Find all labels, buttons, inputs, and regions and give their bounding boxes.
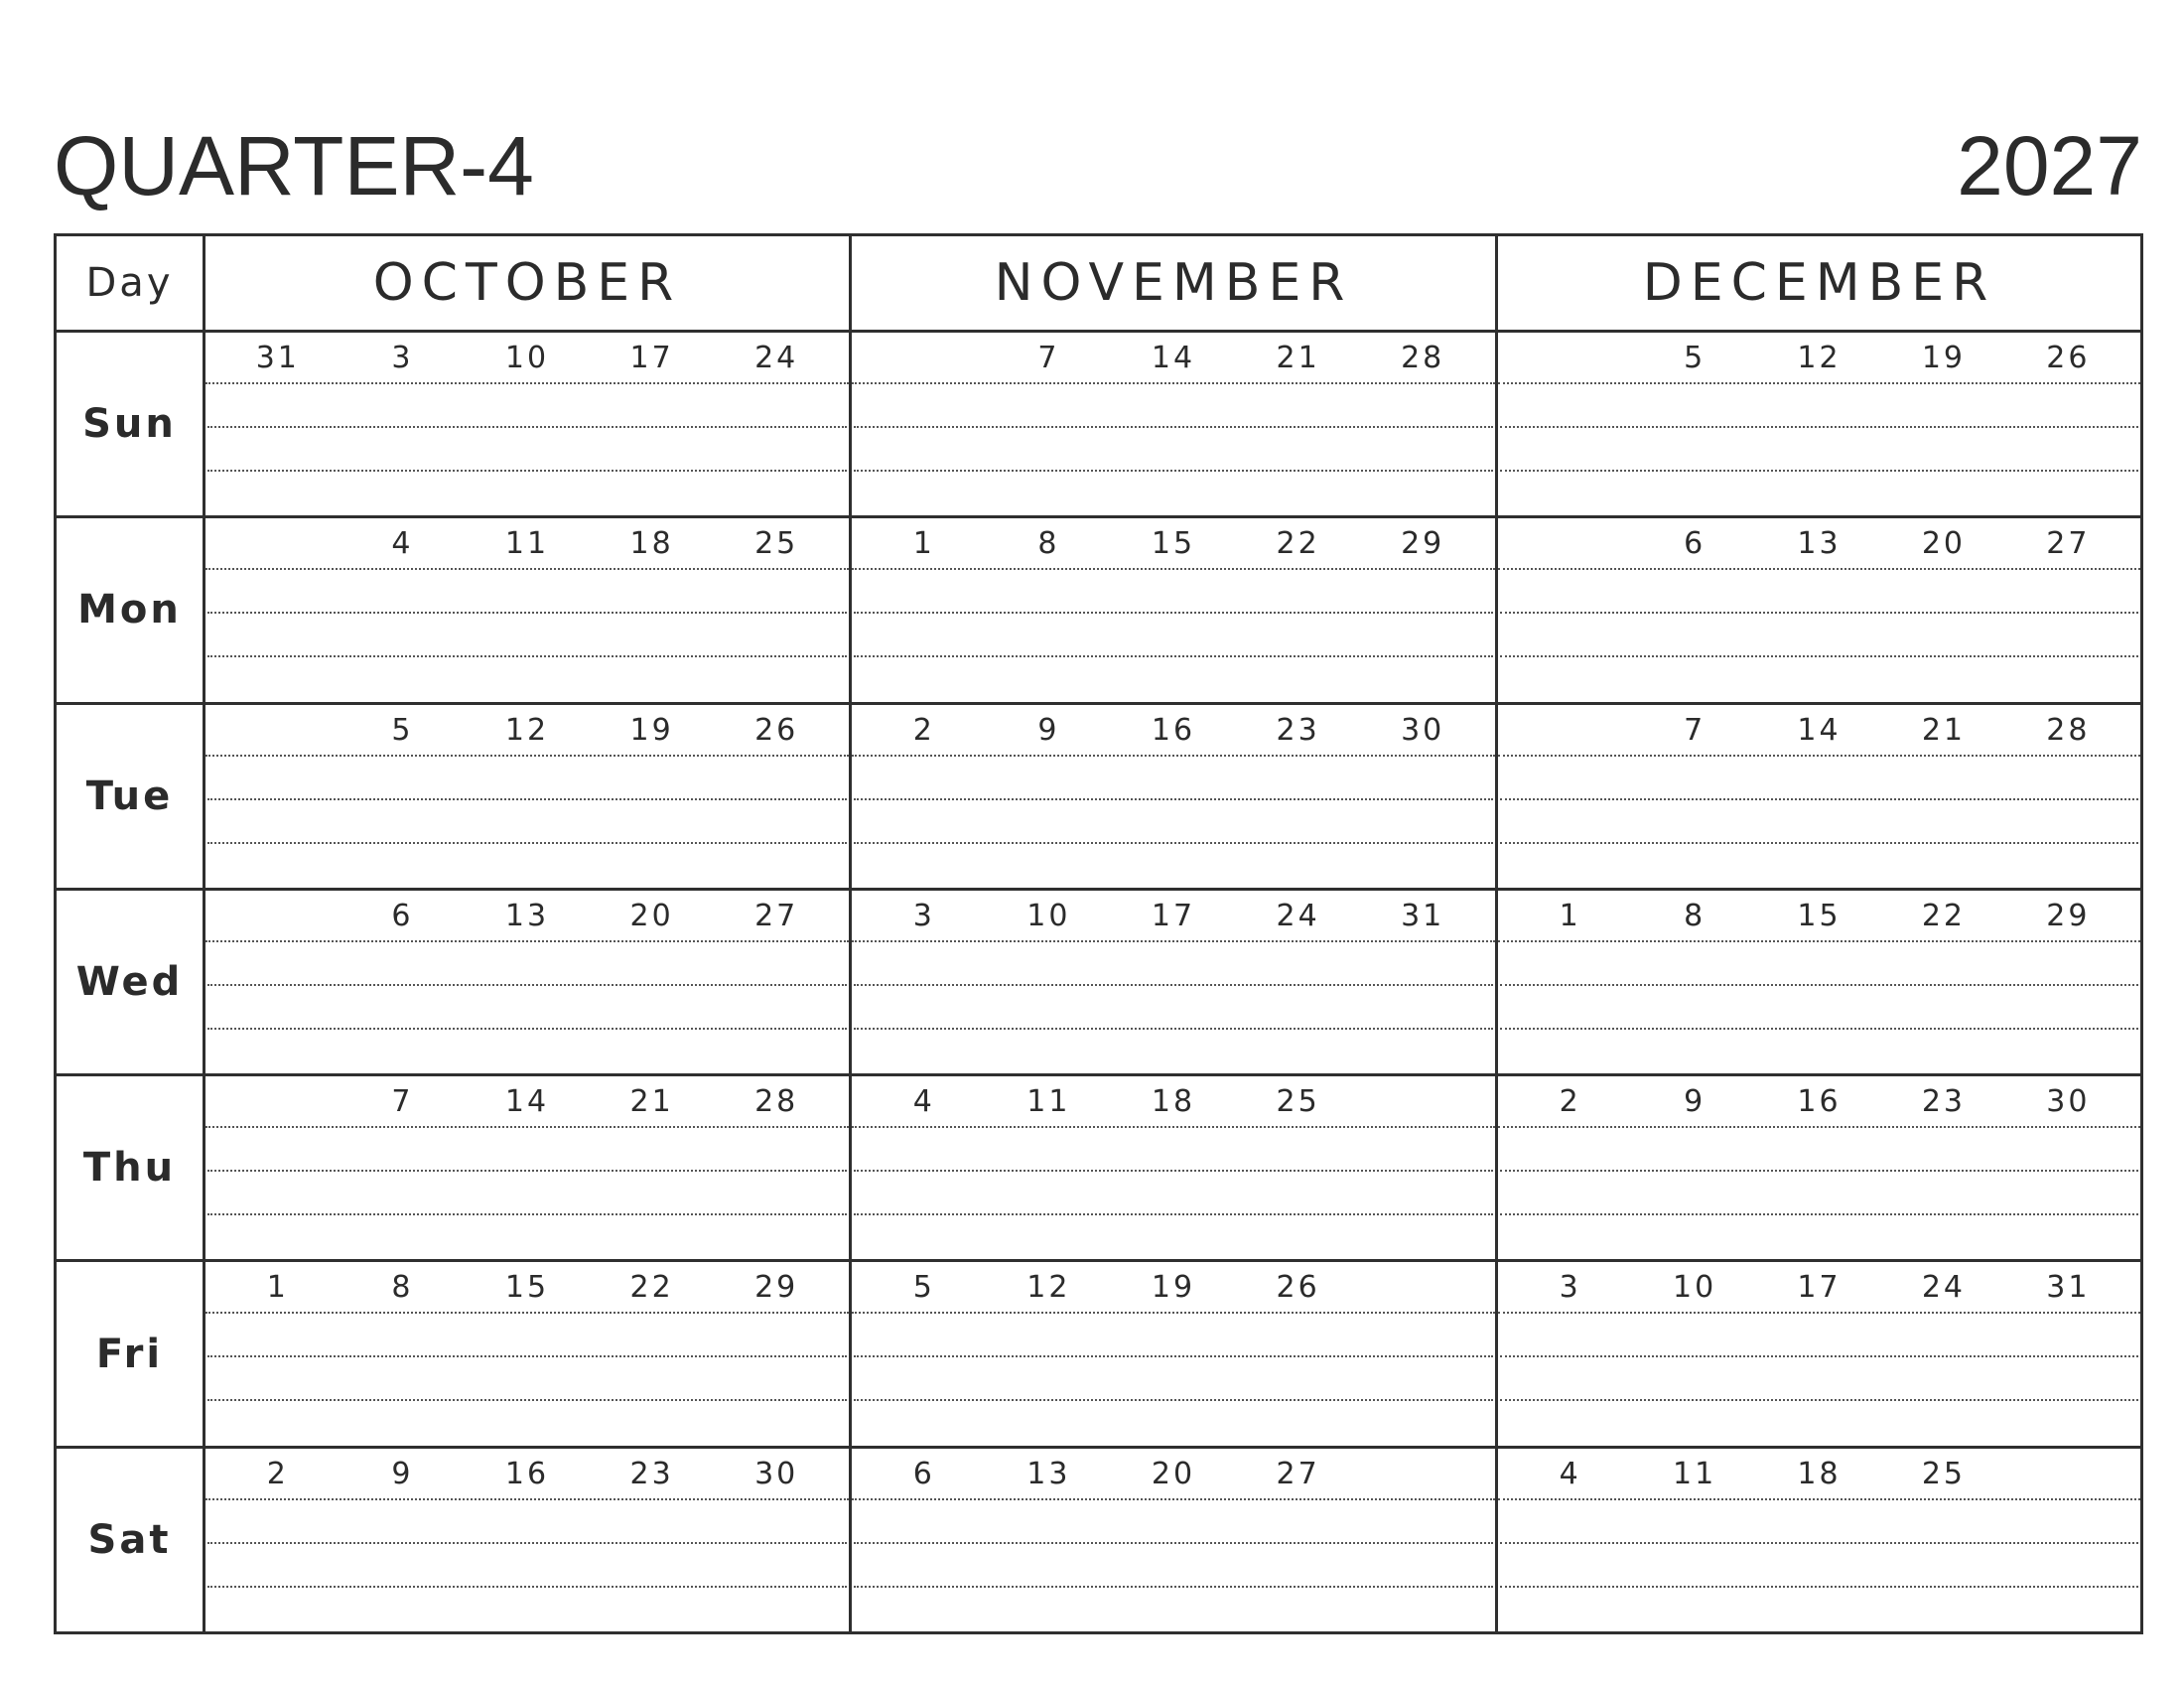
date-number: 14 — [504, 1084, 550, 1120]
weekday-row-thu — [56, 1075, 2142, 1261]
date-numbers — [852, 705, 1495, 757]
date-number: 9 — [391, 1456, 414, 1491]
writing-line — [1500, 800, 2138, 844]
date-number: 6 — [391, 898, 414, 933]
writing-line — [854, 614, 1493, 657]
date-number: 3 — [391, 341, 414, 375]
date-number: 2 — [912, 712, 935, 748]
date-numbers — [1498, 1449, 2140, 1500]
date-numbers — [1498, 1076, 2140, 1128]
cell-october-tue[interactable] — [205, 703, 851, 889]
date-number: 4 — [391, 526, 414, 562]
date-number: 19 — [1151, 1270, 1196, 1306]
writing-line — [207, 986, 847, 1030]
writing-line — [207, 1314, 847, 1357]
writing-line — [1500, 942, 2138, 986]
cell-december-wed[interactable] — [1497, 889, 2142, 1074]
date-number: 13 — [1026, 1456, 1071, 1491]
date-number: 13 — [504, 898, 550, 933]
date-number: 27 — [1276, 1456, 1320, 1491]
date-number: 22 — [629, 1270, 674, 1306]
date-number: 8 — [1037, 526, 1060, 562]
date-number: 27 — [754, 898, 799, 933]
date-number — [2006, 1455, 2130, 1498]
writing-line — [1500, 757, 2138, 800]
date-number: 10 — [1026, 898, 1071, 933]
date-number: 1 — [1559, 898, 1581, 933]
cell-october-fri[interactable] — [205, 1261, 851, 1447]
month-header-november: NOVEMBER — [851, 235, 1497, 332]
date-number — [215, 711, 341, 755]
date-number: 23 — [629, 1456, 674, 1491]
date-number: 22 — [1921, 898, 1967, 933]
date-number: 13 — [1797, 526, 1842, 562]
weekday-label: Wed — [56, 889, 205, 1074]
date-number — [215, 524, 341, 568]
date-numbers — [205, 1076, 849, 1128]
date-numbers — [852, 891, 1495, 942]
writing-line — [854, 757, 1493, 800]
day-column-header: Day — [56, 235, 205, 332]
date-number: 19 — [629, 712, 674, 748]
date-number — [1508, 711, 1632, 755]
writing-line — [854, 570, 1493, 614]
cell-november-fri[interactable] — [851, 1261, 1497, 1447]
date-number: 28 — [1401, 341, 1445, 375]
writing-line — [854, 1544, 1493, 1588]
month-header-december: DECEMBER — [1497, 235, 2142, 332]
date-number: 30 — [1401, 712, 1445, 748]
date-number: 24 — [1276, 898, 1320, 933]
date-number: 25 — [1276, 1084, 1320, 1120]
cell-november-mon[interactable] — [851, 517, 1497, 703]
date-number: 5 — [1684, 341, 1706, 375]
weekday-row-tue — [56, 703, 2142, 889]
writing-line — [207, 1172, 847, 1215]
date-numbers — [205, 333, 849, 384]
date-number: 16 — [504, 1456, 550, 1491]
date-number: 12 — [1026, 1270, 1071, 1306]
date-number: 3 — [912, 898, 935, 933]
date-number: 6 — [1684, 526, 1706, 562]
year-title: 2027 — [1957, 119, 2142, 212]
date-number — [215, 1082, 341, 1126]
date-number: 23 — [1276, 712, 1320, 748]
writing-line — [1500, 428, 2138, 472]
date-number: 30 — [754, 1456, 799, 1491]
date-number: 24 — [754, 341, 799, 375]
date-numbers — [205, 891, 849, 942]
date-numbers — [205, 1262, 849, 1314]
quarter-title: QUARTER-4 — [54, 119, 534, 212]
date-numbers — [1498, 1262, 2140, 1314]
date-number: 27 — [2046, 526, 2091, 562]
date-number: 18 — [1151, 1084, 1196, 1120]
cell-october-sun[interactable] — [205, 332, 851, 517]
cell-december-mon[interactable] — [1497, 517, 2142, 703]
date-number: 30 — [2046, 1084, 2091, 1120]
date-number: 31 — [1401, 898, 1445, 933]
cell-november-sat[interactable] — [851, 1447, 1497, 1632]
date-number — [862, 339, 987, 382]
quarter-calendar — [54, 233, 2143, 1634]
writing-line — [1500, 1357, 2138, 1401]
date-number — [1508, 524, 1632, 568]
date-number: 9 — [1037, 712, 1060, 748]
date-number — [215, 897, 341, 940]
date-number: 29 — [2046, 898, 2091, 933]
writing-line — [207, 1500, 847, 1544]
date-number: 19 — [1921, 341, 1967, 375]
weekday-label: Sat — [56, 1447, 205, 1632]
date-number: 21 — [629, 1084, 674, 1120]
date-number: 26 — [2046, 341, 2091, 375]
date-number — [1508, 339, 1632, 382]
date-number: 11 — [1026, 1084, 1071, 1120]
writing-line — [1500, 986, 2138, 1030]
date-number: 22 — [1276, 526, 1320, 562]
date-number: 5 — [912, 1270, 935, 1306]
date-number: 23 — [1921, 1084, 1967, 1120]
writing-line — [854, 1314, 1493, 1357]
date-number: 17 — [1151, 898, 1196, 933]
date-numbers — [852, 1076, 1495, 1128]
weekday-label: Mon — [56, 517, 205, 703]
writing-line — [207, 1544, 847, 1588]
date-number: 12 — [504, 712, 550, 748]
cell-november-sun[interactable] — [851, 332, 1497, 517]
writing-line — [854, 800, 1493, 844]
date-number: 12 — [1797, 341, 1842, 375]
date-numbers — [205, 1449, 849, 1500]
date-number: 11 — [504, 526, 550, 562]
date-number: 14 — [1797, 712, 1842, 748]
date-numbers — [1498, 891, 2140, 942]
writing-line — [207, 384, 847, 428]
date-number: 10 — [1673, 1270, 1717, 1306]
writing-line — [1500, 1500, 2138, 1544]
date-number: 18 — [1797, 1456, 1842, 1491]
cell-november-tue[interactable] — [851, 703, 1497, 889]
date-number: 7 — [391, 1084, 414, 1120]
weekday-label: Fri — [56, 1261, 205, 1447]
date-number: 20 — [1921, 526, 1967, 562]
weekday-label: Thu — [56, 1075, 205, 1261]
writing-line — [854, 428, 1493, 472]
date-numbers — [205, 705, 849, 757]
date-number — [1360, 1268, 1485, 1312]
writing-line — [1500, 384, 2138, 428]
date-number: 29 — [754, 1270, 799, 1306]
date-number: 7 — [1037, 341, 1060, 375]
cell-december-tue[interactable] — [1497, 703, 2142, 889]
weekday-row-fri — [56, 1261, 2142, 1447]
writing-line — [1500, 1544, 2138, 1588]
date-numbers — [852, 1449, 1495, 1500]
date-number: 15 — [1797, 898, 1842, 933]
date-number: 9 — [1684, 1084, 1706, 1120]
writing-line — [854, 1128, 1493, 1172]
month-header-october: OCTOBER — [205, 235, 851, 332]
weekday-row-mon — [56, 517, 2142, 703]
date-number: 3 — [1559, 1270, 1581, 1306]
date-number — [1360, 1455, 1485, 1498]
date-number: 31 — [2046, 1270, 2091, 1306]
date-number: 6 — [912, 1456, 935, 1491]
writing-line — [207, 757, 847, 800]
date-number: 21 — [1921, 712, 1967, 748]
date-number: 25 — [1921, 1456, 1967, 1491]
date-number: 24 — [1921, 1270, 1967, 1306]
weekday-label: Tue — [56, 703, 205, 889]
writing-line — [854, 384, 1493, 428]
writing-line — [1500, 1314, 2138, 1357]
writing-line — [854, 1172, 1493, 1215]
date-number: 20 — [629, 898, 674, 933]
writing-line — [854, 986, 1493, 1030]
date-number: 26 — [1276, 1270, 1320, 1306]
date-number: 17 — [1797, 1270, 1842, 1306]
writing-line — [854, 942, 1493, 986]
writing-line — [854, 1357, 1493, 1401]
date-number: 1 — [266, 1270, 289, 1306]
date-number: 28 — [754, 1084, 799, 1120]
date-numbers — [205, 518, 849, 570]
date-numbers — [1498, 333, 2140, 384]
weekday-row-sun — [56, 332, 2142, 517]
writing-line — [207, 570, 847, 614]
date-number: 14 — [1151, 341, 1196, 375]
date-numbers — [1498, 518, 2140, 570]
date-number: 10 — [504, 341, 550, 375]
writing-line — [207, 942, 847, 986]
writing-line — [207, 614, 847, 657]
date-number: 28 — [2046, 712, 2091, 748]
header-row — [56, 235, 2142, 332]
cell-november-wed[interactable] — [851, 889, 1497, 1074]
date-number: 16 — [1797, 1084, 1842, 1120]
writing-line — [207, 1128, 847, 1172]
date-number: 16 — [1151, 712, 1196, 748]
writing-line — [207, 800, 847, 844]
writing-line — [1500, 1128, 2138, 1172]
writing-line — [854, 1500, 1493, 1544]
cell-october-sat[interactable] — [205, 1447, 851, 1632]
writing-line — [207, 1357, 847, 1401]
date-numbers — [1498, 705, 2140, 757]
date-numbers — [852, 518, 1495, 570]
date-number: 31 — [255, 341, 300, 375]
cell-december-fri[interactable] — [1497, 1261, 2142, 1447]
date-number: 15 — [504, 1270, 550, 1306]
cell-october-wed[interactable] — [205, 889, 851, 1074]
weekday-label: Sun — [56, 332, 205, 517]
date-number: 26 — [754, 712, 799, 748]
date-number: 1 — [912, 526, 935, 562]
date-number: 4 — [1559, 1456, 1581, 1491]
date-number: 8 — [1684, 898, 1706, 933]
cell-november-thu[interactable] — [851, 1075, 1497, 1261]
date-number: 18 — [629, 526, 674, 562]
date-number: 20 — [1151, 1456, 1196, 1491]
date-numbers — [852, 333, 1495, 384]
date-number: 4 — [912, 1084, 935, 1120]
weekday-row-wed — [56, 889, 2142, 1074]
writing-line — [1500, 570, 2138, 614]
date-number: 11 — [1673, 1456, 1717, 1491]
date-number: 29 — [1401, 526, 1445, 562]
date-number: 8 — [391, 1270, 414, 1306]
weekday-row-sat — [56, 1447, 2142, 1632]
writing-line — [207, 428, 847, 472]
date-number — [1360, 1082, 1485, 1126]
writing-line — [1500, 614, 2138, 657]
cell-december-sun[interactable] — [1497, 332, 2142, 517]
cell-december-sat[interactable] — [1497, 1447, 2142, 1632]
date-number: 5 — [391, 712, 414, 748]
date-numbers — [852, 1262, 1495, 1314]
date-number: 2 — [1559, 1084, 1581, 1120]
calendar-body — [56, 332, 2142, 1633]
cell-october-mon[interactable] — [205, 517, 851, 703]
writing-line — [1500, 1172, 2138, 1215]
date-number: 2 — [266, 1456, 289, 1491]
date-number: 7 — [1684, 712, 1706, 748]
date-number: 21 — [1276, 341, 1320, 375]
cell-october-thu[interactable] — [205, 1075, 851, 1261]
date-number: 17 — [629, 341, 674, 375]
date-number: 25 — [754, 526, 799, 562]
cell-december-thu[interactable] — [1497, 1075, 2142, 1261]
date-number: 15 — [1151, 526, 1196, 562]
